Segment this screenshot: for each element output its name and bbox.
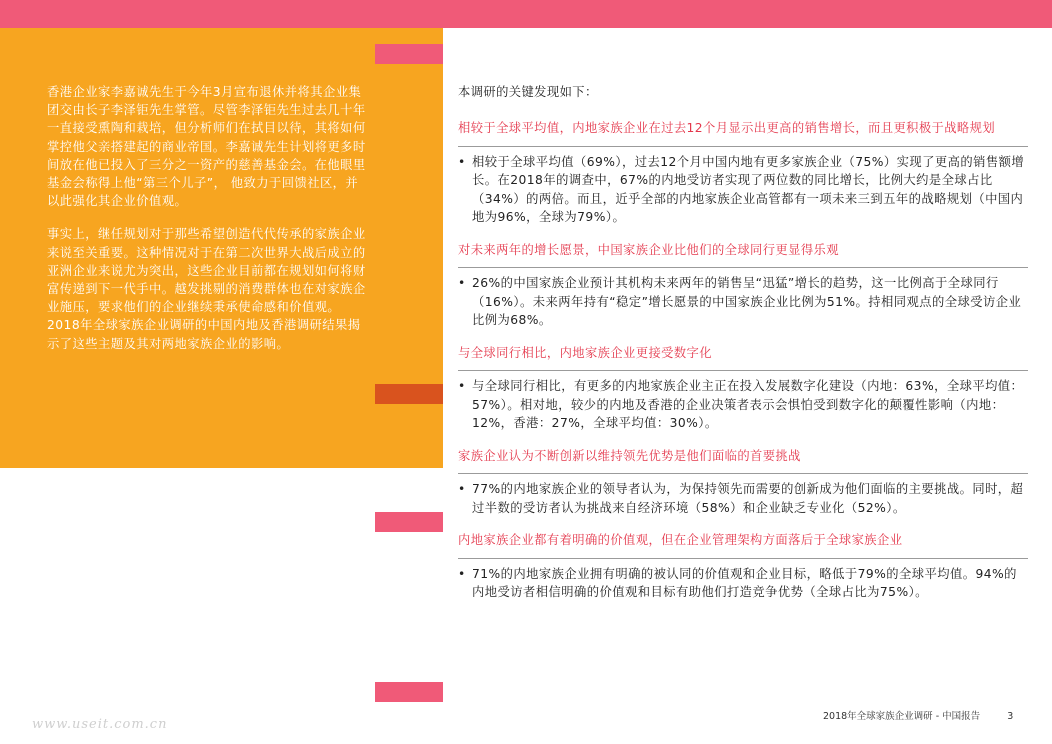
finding-bullet	[458, 153, 1028, 227]
watermark: www.useit.com.cn	[32, 717, 168, 732]
page-number: 3	[1007, 711, 1014, 722]
finding-heading: 对未来两年的增长愿景，中国家族企业比他们的全球同行更显得乐观	[458, 242, 839, 257]
bullet-text: 26%的中国家族企业预计其机构未来两年的销售呈“迅猛”增长的趋势，这一比例高于全球同行（16%）。未来两年持有“稳定”增长愿景的中国家族企业比例为51%。持相同观点的全球受访企业比例为68%。	[472, 276, 1022, 327]
bullet-icon: •	[458, 379, 466, 393]
finding-section	[458, 447, 1028, 518]
finding-bullet	[458, 480, 1028, 517]
divider	[458, 370, 1028, 371]
left-paragraph: 香港企业家李嘉诚先生于今年3月宣布退休并将其企业集团交由长子李泽钜先生掌管。尽管李泽钜先生过去几十年一直接受熏陶和栽培，但分析师们在拭目以待，其将如何掌控他父亲搭建起的商业帝国。李嘉诚先生计划将更多时间放在他已投入了三分之一资产的慈善基金会。在他眼里基金会称得上他“第三个儿子”， 他致力于回馈社区，并以此强化其企业价值观。	[47, 85, 366, 209]
bullet-text: 77%的内地家族企业的领导者认为，为保持领先而需要的创新成为他们面临的主要挑战。同时，超过半数的受访者认为挑战来自经济环境（58%）和企业缺乏专业化（52%）。	[472, 482, 1024, 515]
top-pink-bar	[0, 0, 1052, 28]
bullet-icon: •	[458, 482, 466, 496]
divider	[458, 558, 1028, 559]
bullet-text: 71%的内地家族企业拥有明确的被认同的价值观和企业目标，略低于79%的全球平均值。94%的内地受访者相信明确的价值观和目标有助他们打造竞争优势（全球占比为75%）。	[472, 566, 1017, 599]
finding-section	[458, 119, 1028, 227]
page-footer	[823, 708, 1013, 722]
pink-accent-strip	[375, 682, 443, 702]
dark-orange-accent-strip	[375, 384, 443, 404]
finding-heading: 相较于全球平均值，内地家族企业在过去12个月显示出更高的销售增长，而且更积极于战略规划	[458, 121, 996, 135]
finding-heading: 家族企业认为不断创新以维持领先优势是他们面临的首要挑战	[458, 448, 801, 463]
bullet-icon: •	[458, 276, 466, 290]
finding-bullet	[458, 565, 1028, 602]
left-paragraph: 事实上，继任规划对于那些希望创造代代传承的家族企业来说至关重要。这种情况对于在第二次世界大战后成立的亚洲企业来说尤为突出，这些企业目前都在规划如何将财富传递到下一代手中。越发挑剔的消费群体也在对家族企业施压，要求他们的企业继续秉承使命感和价值观。2018年全球家族企业调研的中国内地及香港调研结果揭示了这些主题及其对两地家族企业的影响。	[47, 227, 366, 351]
key-findings	[458, 83, 1028, 616]
findings-intro: 本调研的关键发现如下：	[458, 85, 598, 99]
bullet-text: 与全球同行相比，有更多的内地家族企业主正在投入发展数字化建设（内地：63%，全球平均值：57%）。相对地，较少的内地及香港的企业决策者表示会惧怕受到数字化的颠覆性影响（内地：12%，香港：27%，全球平均值：30%）。	[472, 379, 1024, 430]
pink-accent-strip	[375, 512, 443, 532]
finding-bullet	[458, 274, 1028, 330]
finding-section	[458, 344, 1028, 433]
pink-accent-strip	[375, 44, 443, 64]
finding-heading: 内地家族企业都有着明确的价值观，但在企业管理架构方面落后于全球家族企业	[458, 533, 903, 547]
footer-title: 2018年全球家族企业调研 - 中国报告	[823, 711, 981, 722]
bullet-icon: •	[458, 154, 466, 169]
finding-section	[458, 531, 1028, 602]
bullet-icon: •	[458, 566, 466, 581]
divider	[458, 146, 1028, 147]
bullet-text: 相较于全球平均值（69%），过去12个月中国内地有更多家族企业（75%）实现了更高的销售额增长。在2018年的调查中，67%的内地受访者实现了两位数的同比增长，比例大约是全球占比（34%）的两倍。而且，近乎全部的内地家族企业高管都有一项未来三到五年的战略规划（中国内地为96%，全球为79%）。	[472, 154, 1025, 224]
left-intro-text	[47, 83, 369, 368]
divider	[458, 473, 1028, 474]
finding-section	[458, 241, 1028, 330]
divider	[458, 267, 1028, 268]
finding-bullet	[458, 377, 1028, 433]
finding-heading: 与全球同行相比，内地家族企业更接受数字化	[458, 345, 712, 360]
